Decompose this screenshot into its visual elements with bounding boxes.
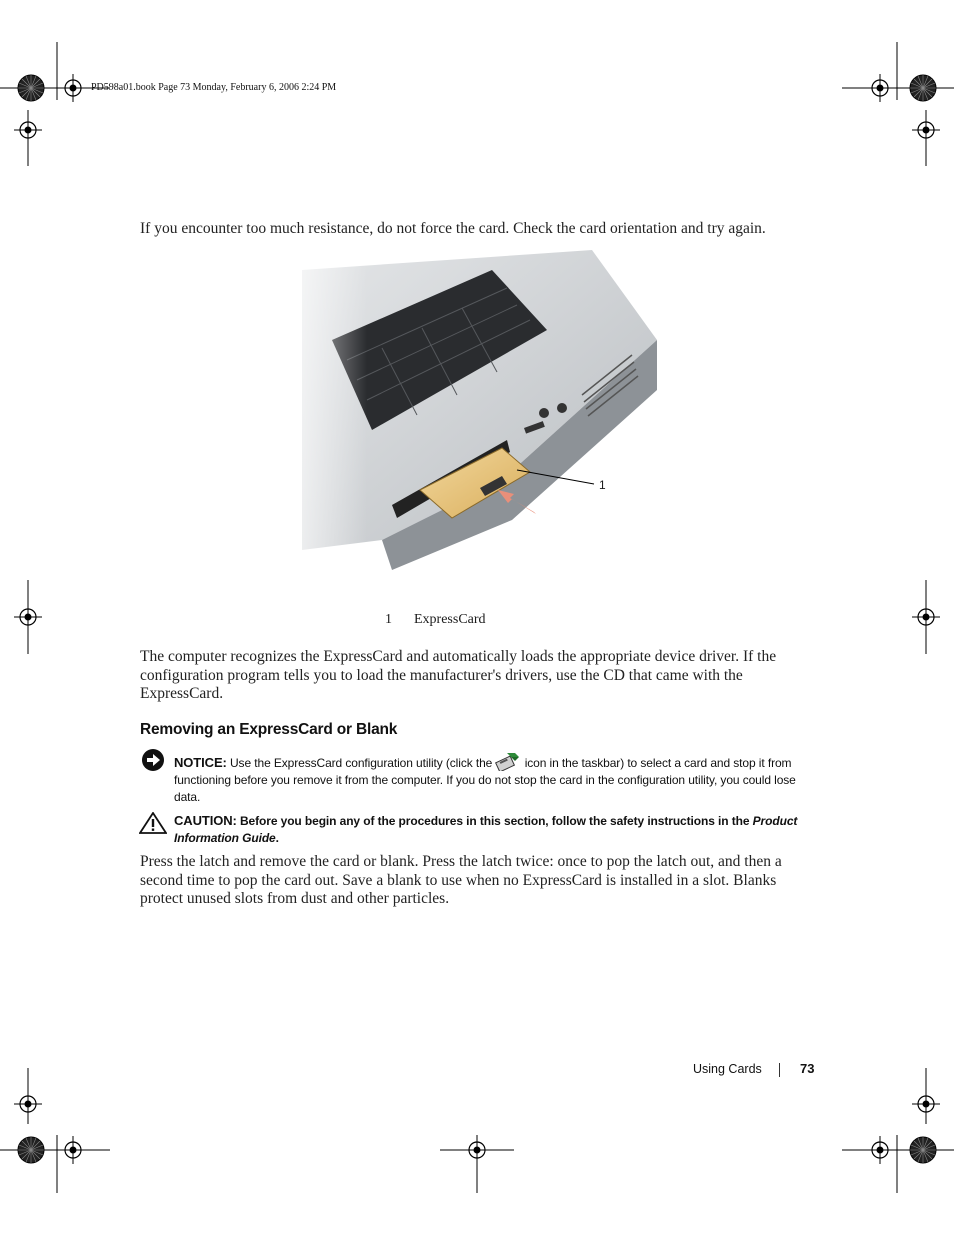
expresscard-utility-icon (495, 751, 521, 771)
print-slug: PD598a01.book Page 73 Monday, February 6, 2006 2:24 PM (91, 82, 337, 93)
notice-text-before-icon: Use the ExpressCard configuration utility (click the (226, 756, 496, 770)
legend-number: 1 (385, 612, 392, 627)
notice-block (174, 751, 819, 806)
caution-triangle-icon (139, 812, 167, 834)
body-paragraph-2: Press the latch and remove the card or blank. Press the latch twice: once to pop the latch out, and then a second time to pop the card out. Save a blank to use when no ExpressCard is installed in a slot. Blanks protect unused slots from dust and other particles. (140, 853, 782, 908)
intro-paragraph: If you encounter too much resistance, do not force the card. Check the card orientation and try again. (140, 220, 766, 237)
legend-label: ExpressCard (414, 612, 486, 627)
notice-text-after-icon: icon in the taskbar) to select a card and stop it from functioning before you remove it from the computer. If you do not stop the card in the configuration utility, you could lose data. (174, 756, 796, 804)
caution-end: . (275, 831, 279, 845)
notice-arrow-icon (141, 748, 165, 772)
expresscard-insertion-figure (262, 250, 682, 580)
body-paragraph-1: The computer recognizes the ExpressCard and automatically loads the appropriate device driver. If the configuration program tells you to load the manufacturer's drivers, use the CD that came with the ExpressCard. (140, 648, 777, 703)
footer-divider (779, 1063, 780, 1077)
footer-page-number: 73 (800, 1061, 815, 1076)
notice-label: NOTICE: (174, 755, 227, 770)
caution-block (174, 812, 819, 847)
section-heading: Removing an ExpressCard or Blank (140, 721, 398, 738)
footer-section-title: Using Cards (693, 1062, 762, 1076)
caution-doc-title: Product Information Guide (174, 814, 798, 845)
caution-label: CAUTION: (174, 813, 237, 828)
caution-text: Before you begin any of the procedures in this section, follow the safety instructions in the (236, 814, 753, 828)
figure-callout-number: 1 (599, 478, 606, 492)
